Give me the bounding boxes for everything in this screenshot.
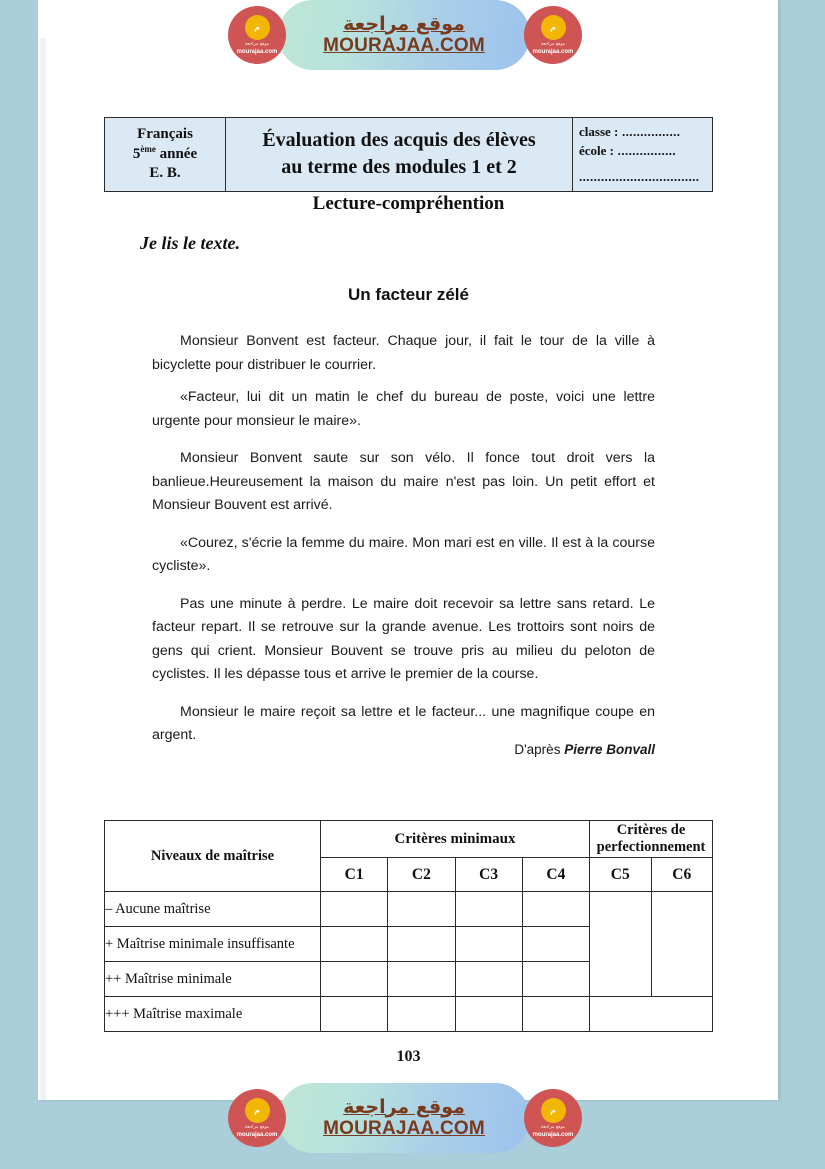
mastery-checkbox-cell[interactable]	[388, 997, 455, 1032]
page-number: 103	[396, 1048, 421, 1065]
text-title: Un facteur zélé	[348, 285, 469, 304]
header-subject-line3: E. B.	[149, 165, 181, 182]
field-ecole-label: école :	[579, 142, 615, 158]
mastery-checkbox-cell[interactable]	[388, 962, 455, 997]
watermark-arabic-text: موقع مراجعة	[343, 12, 465, 35]
field-classe-label: classe :	[579, 124, 619, 139]
logo-emblem-icon: م	[245, 1098, 270, 1123]
story-paragraph: Monsieur Bonvent est facteur. Chaque jour, il fait le tour de la ville à bicyclette pour distribuer le courrier.	[152, 333, 655, 373]
mastery-checkbox-cell-c5-merged[interactable]	[590, 892, 652, 997]
story-attribution	[152, 742, 655, 757]
watermark-domain-text: MOURAJAA.COM	[323, 1117, 485, 1139]
header-title-line2: au terme des modules 1 et 2	[281, 156, 517, 179]
logo-domain-label: mourajaa.com	[236, 48, 278, 55]
story-paragraph: Monsieur Bonvent saute sur son vélo. Il fonce tout droit vers la banlieue.Heureusement la maison du maire n'est pas loin. Un petit effort et Monsieur Bouvent est arrivé.	[152, 450, 655, 513]
mourajaa-logo-icon[interactable]	[228, 6, 286, 64]
watermark-domain-text: MOURAJAA.COM	[323, 34, 485, 56]
logo-arabic-label: موقع مراجعة	[244, 1125, 270, 1131]
attribution-author: Pierre Bonvall	[564, 742, 655, 757]
header-subject-grade-word: année	[155, 146, 198, 163]
attribution-prefix: D'après	[514, 742, 565, 757]
read-instruction: Je lis le texte.	[140, 233, 240, 253]
mastery-row-label: + Maîtrise minimale insuffisante	[105, 927, 321, 962]
mastery-checkbox-cell[interactable]	[455, 892, 522, 927]
page-spine-shadow	[38, 38, 47, 1100]
story-paragraph: «Facteur, lui dit un matin le chef du bureau de poste, voici une lettre urgente pour monsieur le maire».	[152, 389, 655, 429]
mastery-row-label: +++ Maîtrise maximale	[105, 997, 321, 1032]
logo-emblem-icon: م	[245, 15, 270, 40]
mastery-checkbox-cell[interactable]	[321, 962, 388, 997]
mastery-criterion-c6: C6	[651, 858, 713, 892]
header-subject-line1: Français	[137, 125, 193, 142]
watermark-banner-top	[0, 0, 825, 70]
mastery-level-header: Niveaux de maîtrise	[105, 821, 321, 892]
mastery-group-perfection-header: Critères de perfectionnement	[590, 821, 713, 858]
mastery-criterion-c5: C5	[590, 858, 652, 892]
field-classe-dots[interactable]: ................	[618, 124, 681, 139]
mastery-group-minimal-header: Critères minimaux	[321, 821, 590, 858]
logo-emblem-icon: م	[541, 15, 566, 40]
logo-domain-label: mourajaa.com	[532, 48, 574, 55]
mourajaa-logo-icon[interactable]	[524, 6, 582, 64]
mastery-checkbox-cell[interactable]	[455, 997, 522, 1032]
mastery-checkbox-cell-c5c6-merged[interactable]	[590, 997, 713, 1032]
mastery-row-label: ++ Maîtrise minimale	[105, 962, 321, 997]
table-row	[105, 997, 713, 1032]
logo-domain-label: mourajaa.com	[236, 1131, 278, 1138]
watermark-arabic-text: موقع مراجعة	[343, 1095, 465, 1118]
field-extra-dots[interactable]: .................................	[579, 168, 700, 184]
mastery-checkbox-cell[interactable]	[321, 997, 388, 1032]
mastery-checkbox-cell[interactable]	[321, 927, 388, 962]
mastery-checkbox-cell[interactable]	[522, 962, 589, 997]
logo-arabic-label: موقع مراجعة	[540, 1125, 566, 1131]
mastery-checkbox-cell-c6-merged[interactable]	[651, 892, 713, 997]
mastery-checkbox-cell[interactable]	[455, 927, 522, 962]
mastery-checkbox-cell[interactable]	[522, 927, 589, 962]
page-spine-highlight	[47, 38, 51, 1100]
logo-arabic-label: موقع مراجعة	[540, 42, 566, 48]
section-heading: Lecture-compréhention	[312, 193, 505, 214]
header-subject-grade-number: 5	[132, 146, 141, 163]
mastery-criterion-c4: C4	[522, 858, 589, 892]
watermark-text-group	[278, 0, 530, 70]
logo-domain-label: mourajaa.com	[532, 1131, 574, 1138]
mastery-checkbox-cell[interactable]	[388, 927, 455, 962]
story-paragraph: Monsieur le maire reçoit sa lettre et le facteur... une magnifique coupe en argent.	[152, 703, 655, 743]
mourajaa-logo-icon[interactable]	[228, 1089, 286, 1147]
watermark-banner-bottom	[0, 1083, 825, 1153]
mastery-checkbox-cell[interactable]	[388, 892, 455, 927]
mastery-header-row-1	[105, 821, 713, 858]
header-subject-grade-suffix: ème	[140, 144, 156, 155]
mastery-criterion-c3: C3	[455, 858, 522, 892]
mourajaa-logo-icon[interactable]	[524, 1089, 582, 1147]
story-text	[152, 330, 655, 757]
mastery-checkbox-cell[interactable]	[321, 892, 388, 927]
table-row	[105, 892, 713, 927]
mastery-criterion-c1: C1	[321, 858, 388, 892]
header-title-line1: Évaluation des acquis des élèves	[262, 129, 536, 152]
header-fields-cell	[573, 118, 713, 192]
header-row	[105, 118, 713, 192]
exam-header-table	[104, 117, 713, 192]
mastery-levels-table	[104, 820, 713, 1032]
mastery-checkbox-cell[interactable]	[455, 962, 522, 997]
story-paragraph: Pas une minute à perdre. Le maire doit recevoir sa lettre sans retard. Le facteur repart. Il se retrouve sur la grande avenue. Les trottoirs sont noirs de gens qui crient. Monsieur Bouvent se trouve pris au milieu du peloton de cyclistes. Il les dépasse tous et arrive le premier de la course.	[152, 595, 655, 682]
mastery-checkbox-cell[interactable]	[522, 997, 589, 1032]
field-ecole-dots[interactable]: ................	[614, 142, 677, 158]
mastery-checkbox-cell[interactable]	[522, 892, 589, 927]
story-paragraph: «Courez, s'écrie la femme du maire. Mon mari est en ville. Il est à la course cycliste».	[152, 534, 655, 574]
header-title-cell	[226, 118, 573, 192]
header-subject-cell	[105, 118, 226, 192]
logo-emblem-icon: م	[541, 1098, 566, 1123]
logo-arabic-label: موقع مراجعة	[244, 42, 270, 48]
mastery-criterion-c2: C2	[388, 858, 455, 892]
watermark-text-group	[278, 1083, 530, 1153]
mastery-row-label: – Aucune maîtrise	[105, 892, 321, 927]
